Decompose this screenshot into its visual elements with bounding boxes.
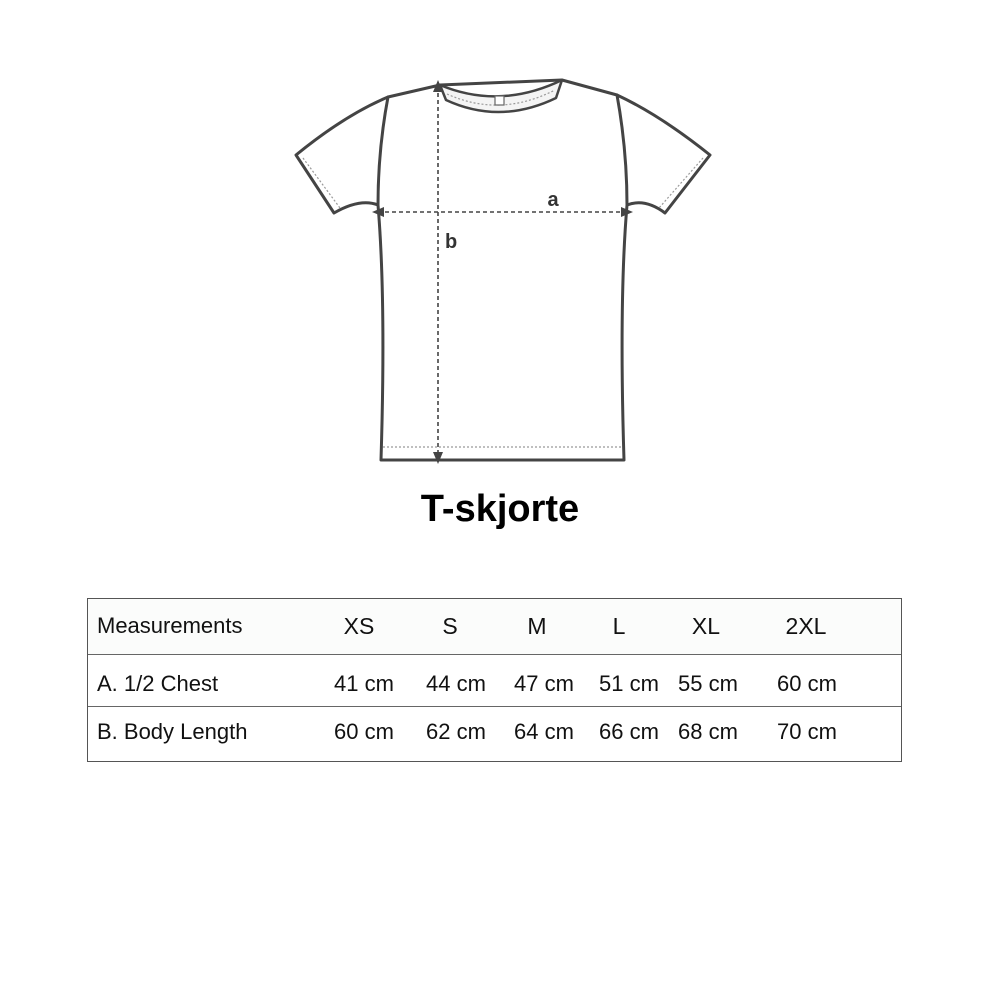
neck-label bbox=[495, 96, 504, 105]
marker-b: b bbox=[445, 231, 458, 253]
table-cell: 55 cm bbox=[678, 671, 738, 696]
shirt-body-outline bbox=[378, 80, 627, 460]
table-cell: 51 cm bbox=[599, 671, 659, 696]
size-header-l: L bbox=[612, 613, 626, 639]
right-sleeve bbox=[617, 95, 710, 213]
table-row bbox=[88, 707, 901, 761]
length-arrow-down-icon bbox=[433, 452, 443, 464]
table-header-row bbox=[88, 599, 901, 655]
table-cell: 47 cm bbox=[514, 671, 574, 696]
table-cell: 60 cm bbox=[777, 671, 837, 696]
marker-a: a bbox=[547, 189, 559, 211]
table-cell: 68 cm bbox=[678, 719, 738, 744]
tshirt-diagram bbox=[0, 0, 1000, 480]
table-cell: 70 cm bbox=[777, 719, 837, 744]
size-header-2xl: 2XL bbox=[785, 613, 827, 639]
table-cell: 64 cm bbox=[514, 719, 574, 744]
size-header-s: S bbox=[442, 613, 458, 639]
table-row bbox=[88, 655, 901, 707]
size-header-m: M bbox=[527, 613, 547, 639]
size-table bbox=[87, 598, 902, 762]
size-header-xs: XS bbox=[343, 613, 375, 639]
table-cell: 62 cm bbox=[426, 719, 486, 744]
left-sleeve bbox=[296, 97, 388, 213]
row-label-chest: A. 1/2 Chest bbox=[97, 671, 219, 696]
table-cell: 60 cm bbox=[334, 719, 394, 744]
table-cell: 66 cm bbox=[599, 719, 659, 744]
row-label-body-length: B. Body Length bbox=[97, 719, 248, 744]
size-header-xl: XL bbox=[691, 613, 721, 639]
page-title: T-skjorte bbox=[420, 488, 580, 530]
table-cell: 44 cm bbox=[426, 671, 486, 696]
header-label: Measurements bbox=[97, 613, 243, 638]
table-cell: 41 cm bbox=[334, 671, 394, 696]
